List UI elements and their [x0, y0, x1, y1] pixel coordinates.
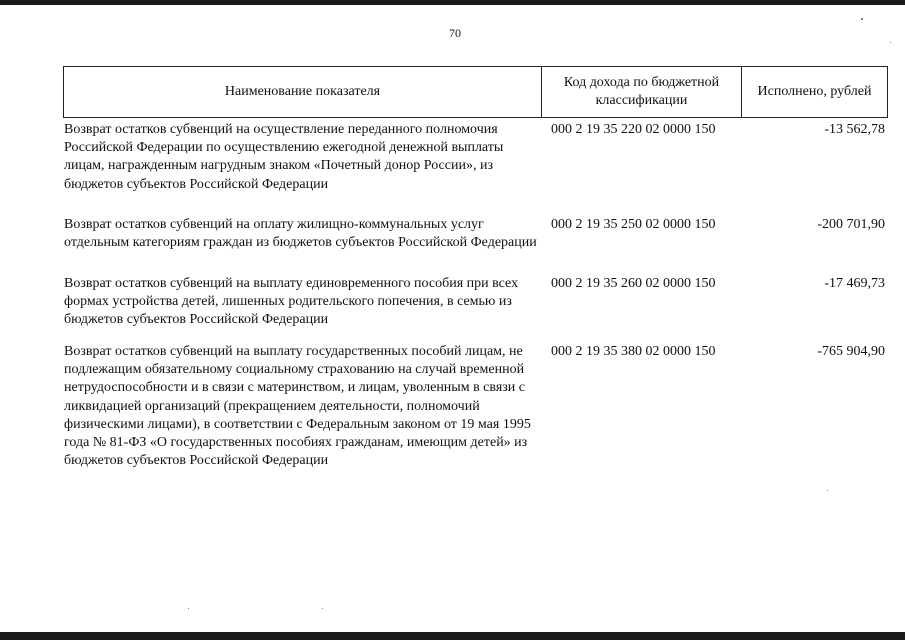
header-amount: Исполнено, рублей — [757, 84, 872, 99]
scan-speck — [861, 18, 863, 20]
row-description: Возврат остатков субвенций на выплату государственных пособий лицам, не подлежащим обязательному социальному страхованию на случай временной нетрудоспособности и в связи с материнством, и лицам, уволенным в связи с ликвидацией организаций (прекращением деятельности, полномочий физическими лицами), в соответствии с Федеральным законом от 19 мая 1995 года № 81-ФЗ «О государственных пособиях гражданам, имеющим детей» из бюджетов субъектов Российской Федерации — [64, 344, 531, 469]
row-description: Возврат остатков субвенций на осуществление переданного полномочия Российской Федерации по осуществлению ежегодной денежной выплаты лицам, награжденным нагрудным знаком «Почетный донор России», из бюджетов субъектов Российской Федерации — [64, 122, 504, 192]
row-amount: -17 469,73 — [824, 276, 885, 291]
page-number: 70 — [449, 26, 461, 40]
header-code: Код дохода по бюджетной классификации — [542, 67, 742, 117]
row-description: Возврат остатков субвенций на оплату жилищно-коммунальных услуг отдельным категориям граждан из бюджетов субъектов Российской Федерации — [64, 217, 537, 251]
row-code: 000 2 19 35 250 02 0000 150 — [551, 217, 716, 232]
scan-top-border — [0, 0, 905, 5]
scan-speck — [322, 608, 323, 609]
row-amount: -765 904,90 — [817, 344, 885, 359]
scan-bottom-border — [0, 632, 905, 640]
row-amount: -13 562,78 — [824, 122, 885, 137]
row-code: 000 2 19 35 260 02 0000 150 — [551, 276, 716, 291]
scan-speck — [890, 42, 891, 43]
scan-speck — [827, 490, 828, 491]
row-description: Возврат остатков субвенций на выплату единовременного пособия при всех формах устройства детей, лишенных родительского попечения, в семью из бюджетов субъектов Российской Федерации — [64, 276, 519, 328]
row-amount: -200 701,90 — [817, 217, 885, 232]
table-header — [63, 66, 888, 118]
header-name: Наименование показателя — [64, 67, 542, 117]
scan-speck — [188, 608, 189, 609]
row-code: 000 2 19 35 380 02 0000 150 — [551, 344, 716, 359]
row-code: 000 2 19 35 220 02 0000 150 — [551, 122, 716, 137]
